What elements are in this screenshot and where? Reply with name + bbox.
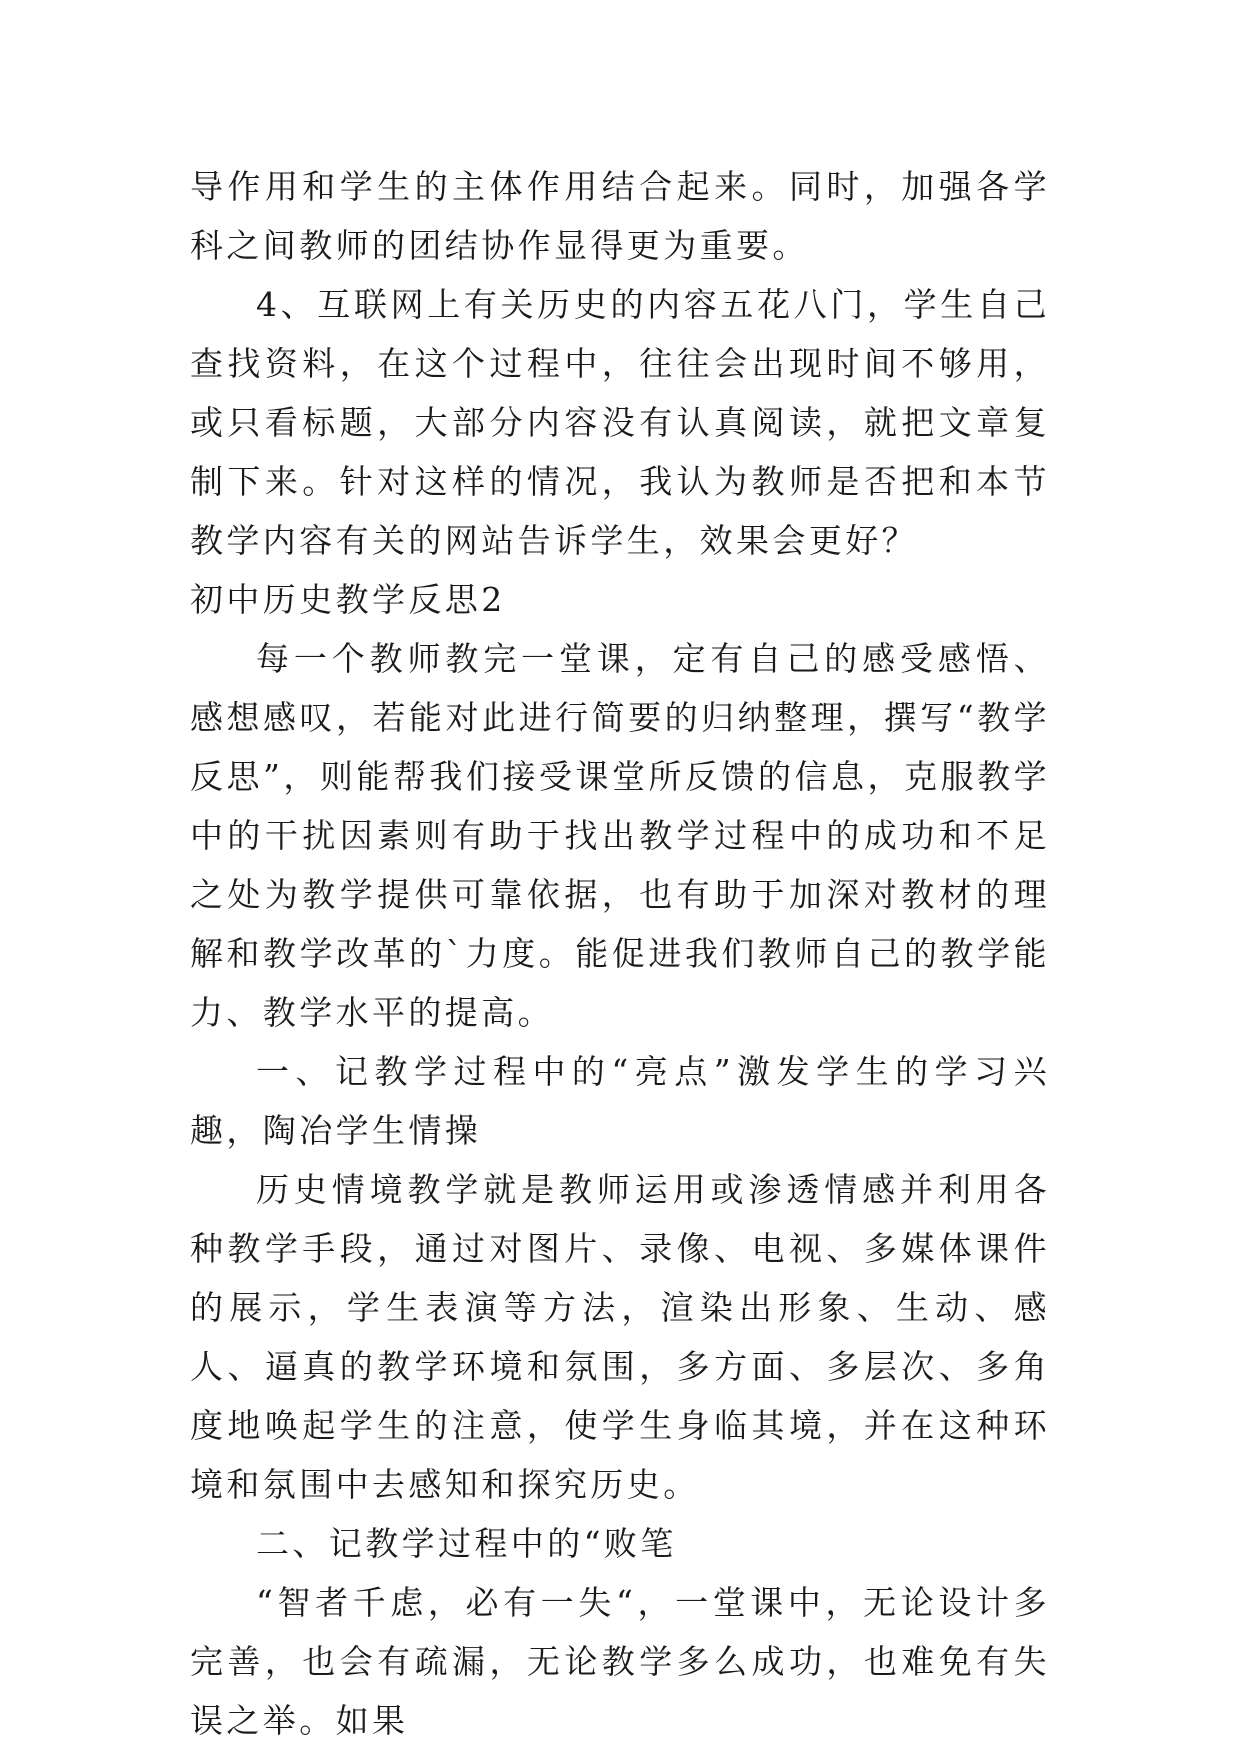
paragraph-wise-quote: “智者千虑，必有一失“，一堂课中，无论设计多完善，也会有疏漏，无论教学多么成功，也难免有失误之举。如果 (190, 1583, 1050, 1740)
paragraph-subheading-2: 二、记教学过程中的“败笔 (256, 1524, 677, 1563)
document-body (190, 157, 1050, 1750)
paragraph-situational-teaching: 历史情境教学就是教师运用或渗透情感并利用各种教学手段，通过对图片、录像、电视、多媒体课件的展示，学生表演等方法，渲染出形象、生动、感人、逼真的教学环境和氛围，多方面、多层次、多角度地唤起学生的注意，使学生身临其境，并在这种环境和氛围中去感知和探究历史。 (190, 1170, 1050, 1504)
section-heading: 初中历史教学反思2 (190, 580, 506, 619)
paragraph-intro: 每一个教师教完一堂课，定有自己的感受感悟、感想感叹，若能对此进行简要的归纳整理，撰写“教学反思”，则能帮我们接受课堂所反馈的信息，克服教学中的干扰因素则有助于找出教学过程中的成功和不足之处为教学提供可靠依据，也有助于加深对教材的理解和教学改革的`力度。能促进我们教师自己的教学能力、教学水平的提高。 (190, 639, 1050, 1032)
paragraph-point-4: 4、互联网上有关历史的内容五花八门，学生自己查找资料，在这个过程中，往往会出现时间不够用，或只看标题，大部分内容没有认真阅读，就把文章复制下来。针对这样的情况，我认为教师是否把和本节教学内容有关的网站告诉学生，效果会更好？ (190, 285, 1050, 560)
paragraph-subheading-1: 一、记教学过程中的“亮点”激发学生的学习兴趣，陶冶学生情操 (190, 1052, 1050, 1150)
paragraph-continuation: 导作用和学生的主体作用结合起来。同时，加强各学科之间教师的团结协作显得更为重要。 (190, 167, 1050, 265)
